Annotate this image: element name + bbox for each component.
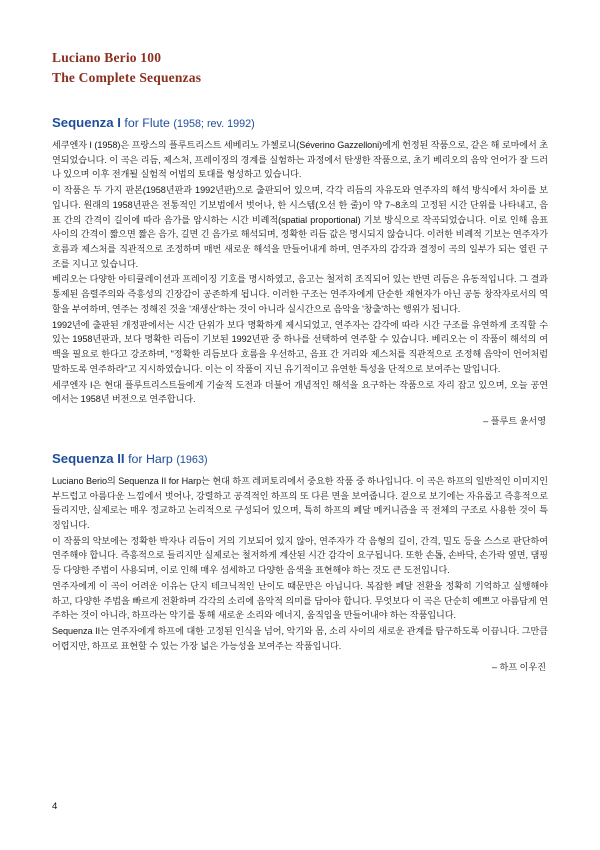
section-heading-sequenza-1 <box>52 113 548 133</box>
document-title: Luciano Berio 100 <box>52 50 162 65</box>
sequenza-2-instrument: for Harp <box>128 451 173 466</box>
page-number: 4 <box>52 801 58 812</box>
sequenza-1-name: Sequenza I <box>52 115 121 131</box>
sequenza-2-name: Sequenza II <box>52 450 125 466</box>
section-sequenza-2 <box>52 449 548 674</box>
paragraph: 연주자에게 이 곡이 어려운 이유는 단지 테크닉적인 난이도 때문만은 아닙니다. 복잡한 페달 전환을 정확히 기억하고 실행해야 하고, 다양한 주법을 빠르게 전환하며 각각의 소리에 음악적 의미를 담아야 합니다. 무엇보다 이 곡은 단순히 예쁘고 아름답게 연주하는 것이 아니라, 하프라는 악기를 통해 새로운 소리와 에너지, 움직임을 만들어내야 하는 작품입니다. <box>52 580 548 621</box>
sequenza-1-instrument: for Flute <box>124 116 170 131</box>
paragraph: Luciano Berio의 Sequenza II for Harp는 현대 하프 레퍼토리에서 중요한 작품 중 하나입니다. 이 곡은 하프의 일반적인 이미지인 부드럽고 아름다운 느낌에서 벗어나, 강렬하고 공격적인 하프의 또 다른 면을 보여줍니다. 겉으로 보기에는 자유롭고 즉흥적으로 들리지만, 실제로는 매우 정교하고 논리적으로 구성되어 있으며, 특히 하프의 페달 메커니즘을 곡 전체의 구조로 사용한 것이 특징입니다. <box>52 475 548 530</box>
document-subtitle: The Complete Sequenzas <box>52 69 202 85</box>
paragraph: 세쿠엔자 I (1958)은 프랑스의 플루트리스트 세베리노 가첼로니(Séverino Gazzelloni)에게 헌정된 작품으로, 같은 해 로마에서 초연되었습니다. 이 곡은 리듬, 제스처, 프레이징의 경계를 실험하는 과정에서 탄생한 작품으로, 초기 베리오의 음악 언어가 잘 드러나 있으며 이후 전개될 실험적 어법의 토대를 형성하고 있습니다. <box>52 140 548 180</box>
section-heading-sequenza-2 <box>52 449 548 469</box>
paragraph: 이 작품은 두 가지 판본(1958년판과 1992년판)으로 출판되어 있으며, 각각 리듬의 자유도와 연주자의 해석 방식에서 차이를 보입니다. 원래의 1958년판은 전통적인 기보법에서 벗어나, 한 시스템(오선 한 줄)이 약 7~8초의 고정된 시간 단위를 나타내고, 음표 간의 간격이 길이에 따라 음가를 암시하는 시간 비례적(spatial proportional) 기보 방식으로 작곡되었습니다. 이로 인해 음표 사이의 간격이 짧으면 짧은 음가, 길면 긴 음가로 해석되며, 정확한 리듬 값은 명시되지 않습니다. 이러한 비례적 기보는 연주자가 흐름과 제스처를 직관적으로 조정하며 매번 새로운 해석을 만들어내게 하며, 연주자의 감각과 결정이 곡의 일부가 되는 열린 구조를 지니고 있습니다. <box>52 185 548 269</box>
document-header <box>52 48 548 87</box>
paragraph: 베리오는 다양한 아티큘레이션과 프레이징 기호를 명시하였고, 음고는 철저히 조직되어 있는 반면 리듬은 유동적입니다. 그 결과 통제된 음렬주의와 즉흥성의 긴장감이 공존하게 됩니다. 이러한 구조는 연주자에게 단순한 재현자가 아닌 공동 창작자로서의 역할을 부여하며, 연주는 정해진 것을 '재생산'하는 것이 아니라 실시간으로 음악을 '창출'하는 행위가 됩니다. <box>52 274 548 314</box>
paragraph: 1992년에 출판된 개정판에서는 시간 단위가 보다 명확하게 제시되었고, 연주자는 감각에 따라 시간 구조를 유연하게 조직할 수 있는 1958년판과, 보다 명확한 리듬이 기보된 1992년판 중 하나를 선택하여 연주할 수 있습니다. 베리오는 이 작품이 해석의 여백을 필요로 한다고 강조하며, "정확한 리듬보다 흐름을 우선하고, 음표 간 거리와 제스처를 직관적으로 조정해 음악이 언어처럼 말하도록 연주하라"고 지시하였습니다. 이는 이 작품이 지닌 유기적이고 유연한 특성을 단적으로 보여주는 말입니다. <box>52 319 548 374</box>
section-sequenza-1 <box>52 113 548 427</box>
paragraph: 이 작품의 악보에는 정확한 박자나 리듬이 거의 기보되어 있지 않아, 연주자가 각 음형의 길이, 간격, 밀도 등을 스스로 판단하여 연주해야 합니다. 즉흥적으로 들리지만 실제로는 철저하게 계산된 시간 감각이 요구됩니다. 또한 손톱, 손바닥, 손가락 옆면, 댐핑 등 다양한 주법이 사용되며, 이로 인해 매우 섬세하고 다양한 음색을 표현해야 하는 것도 큰 도전입니다. <box>52 535 548 576</box>
paragraph: Sequenza II는 연주자에게 하프에 대한 고정된 인식을 넘어, 악기와 몸, 소리 사이의 새로운 관계를 탐구하도록 이끕니다. 그만큼 어렵지만, 하프로 표현할 수 있는 가장 넓은 가능성을 보여주는 작품입니다. <box>52 626 548 651</box>
paragraph: 세쿠엔자 I은 현대 플루트리스트들에게 기술적 도전과 더불어 개념적인 해석을 요구하는 작품으로 자리 잡고 있으며, 오늘 공연에서는 1958년 버전으로 연주합니다. <box>52 379 548 405</box>
sequenza-1-year: (1958; rev. 1992) <box>173 118 255 131</box>
sequenza-2-year: (1963) <box>176 453 208 466</box>
section-signature: – 하프 이우진 <box>491 662 546 673</box>
section-signature: – 플루트 윤서영 <box>483 415 546 426</box>
